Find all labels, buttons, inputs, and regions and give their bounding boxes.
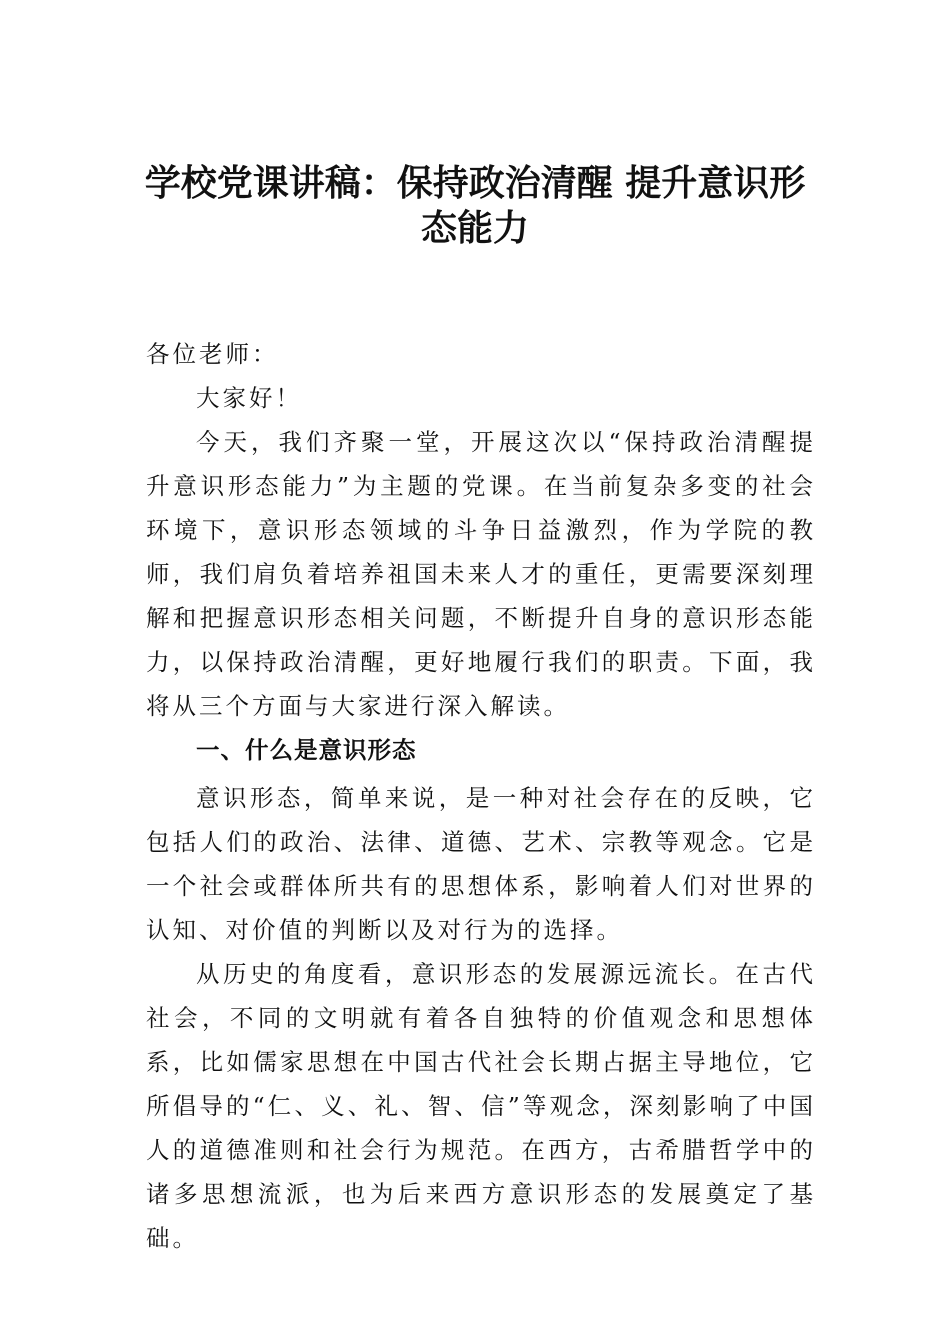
greeting: 大家好！: [196, 384, 302, 412]
paragraph-history: 从历史的角度看，意识形态的发展源远流长。在古代社会，不同的文明就有着各自独特的价值观念和思想体系，比如儒家思想在中国古代社会长期占据主导地位，它所倡导的“仁、义、礼、智、信”等观念，深刻影响了中国人的道德准则和社会行为规范。在西方，古希腊哲学中的诸多思想流派，也为后来西方意识形态的发展奠定了基础。: [146, 960, 816, 1252]
paragraph-definition: 意识形态，简单来说，是一种对社会存在的反映，它包括人们的政治、法律、道德、艺术、宗教等观念。它是一个社会或群体所共有的思想体系，影响着人们对世界的认知、对价值的判断以及对行为的选择。: [146, 784, 816, 944]
section-heading-1: 一、什么是意识形态: [196, 736, 417, 764]
salutation: 各位老师：: [146, 340, 279, 368]
paragraph-intro: 今天，我们齐聚一堂，开展这次以“保持政治清醒提升意识形态能力”为主题的党课。在当前复杂多变的社会环境下，意识形态领域的斗争日益激烈，作为学院的教师，我们肩负着培养祖国未来人才的重任，更需要深刻理解和把握意识形态相关问题，不断提升自身的意识形态能力，以保持政治清醒，更好地履行我们的职责。下面，我将从三个方面与大家进行深入解读。: [146, 428, 816, 720]
document-title-line1: 学校党课讲稿：保持政治清醒 提升意识形: [144, 163, 806, 204]
document-title-line2: 态能力: [420, 208, 529, 249]
